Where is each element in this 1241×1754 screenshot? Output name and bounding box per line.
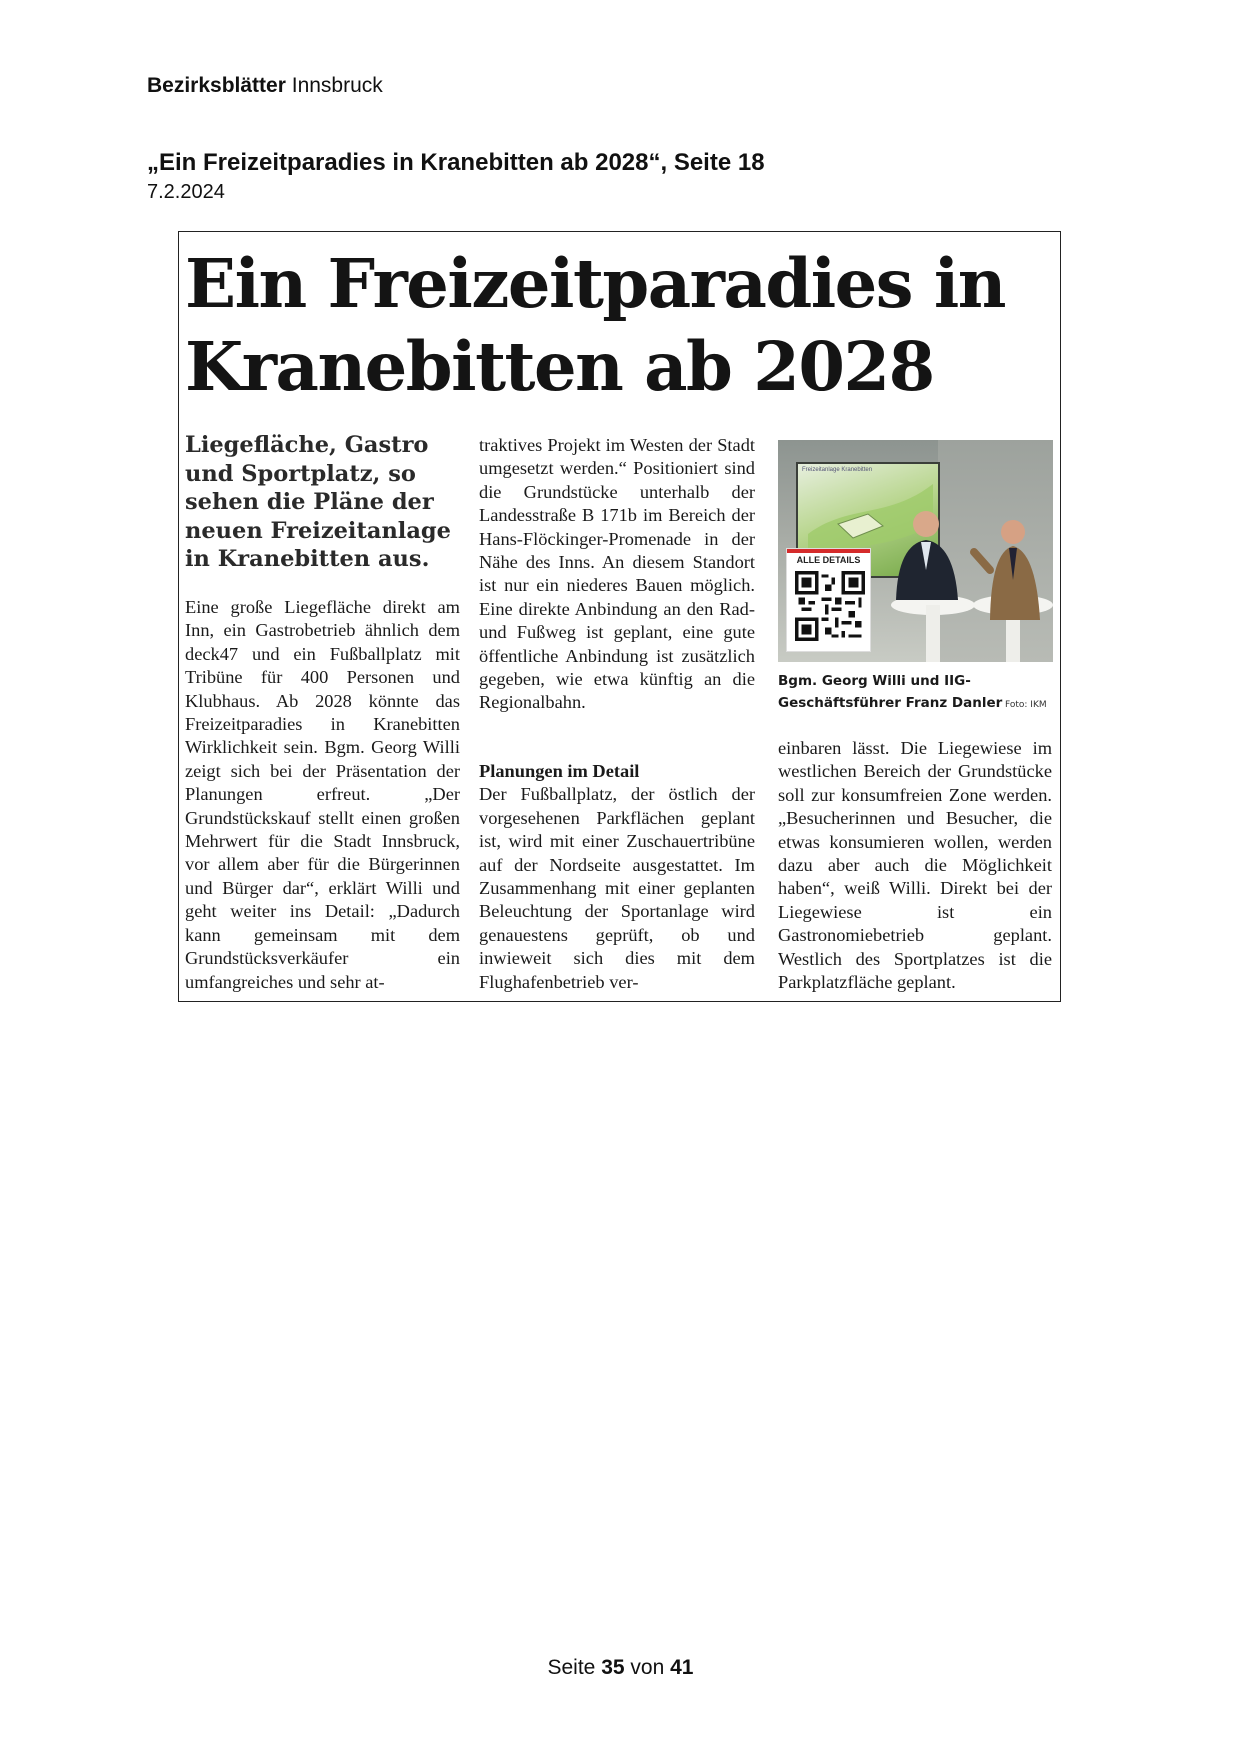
page-footer: [0, 1656, 1241, 1680]
source-line: [147, 74, 383, 98]
article-column-2-body: Der Fußballplatz, der östlich der vorgesehenen Parkflächen geplant ist, wird mit einer Zuschauertribüne auf der Nordseite ausgestattet. Im Zusammenhang mit einer geplanten Beleuchtung der Sportanlage wird genauestens geprüft, ob und inwieweit sich dies mit dem Flughafenbetrieb ver-: [479, 784, 755, 992]
article-column-1: Eine große Liegefläche direkt am Inn, ein Gastrobetrieb ähnlich dem deck47 und ein Fußballplatz mit Tribüne für 400 Personen und Klubhaus. Ab 2028 könnte das Freizeitparadies in Kranebitten Wirklichkeit sein. Bgm. Georg Willi zeigt sich bei der Präsentation der Planungen erfreut. „Der Grundstückskauf stellt einen großen Mehrwert für die Stadt Innsbruck, vor allem aber für die Bürgerinnen und Bürger dar“, erklärt Willi und geht weiter ins Detail: „Dadurch kann gemeinsam mit dem Grundstücksverkäufer ein umfangreiches und sehr at-: [185, 597, 460, 992]
newspaper-clipping: [178, 231, 1061, 1002]
footer-middle: von: [630, 1656, 665, 1679]
footer-page-number: 35: [601, 1656, 625, 1679]
photo-credit: Foto: IKM: [1005, 700, 1047, 710]
article-subhead: Planungen im Detail: [479, 761, 640, 781]
headline-line-2: Kranebitten ab 2028: [185, 327, 934, 406]
article-column-2-section: [479, 760, 755, 994]
clip-title: „Ein Freizeitparadies in Kranebitten ab 2028“, Seite 18: [147, 149, 765, 176]
headline-line-1: Ein Freizeitparadies in: [185, 244, 1006, 323]
footer-prefix: Seite: [547, 1656, 596, 1679]
source-name: Bezirksblätter: [147, 74, 286, 97]
qr-code-box[interactable]: [786, 548, 871, 652]
article-column-3: einbaren lässt. Die Liegewiese im westlichen Bereich der Grundstücke soll zur konsumfreien Zone werden. „Besucherinnen und Besucher, die etwas konsumieren wollen, werden dazu aber auch die Möglichkeit haben“, weiß Willi. Direkt bei der Liegewiese ist ein Gastronomiebetrieb geplant. Westlich des Sportplatzes ist die Parkplatzfläche geplant.: [778, 738, 1052, 993]
photo-caption: Bgm. Georg Willi und IIG-Geschäftsführer Franz Danler: [778, 673, 1003, 711]
qr-label: ALLE DETAILS: [787, 549, 870, 567]
article-photo: [778, 440, 1053, 662]
screen-title: Freizeitanlage Kranebitten: [802, 467, 873, 473]
footer-page-total: 41: [670, 1656, 694, 1679]
article-column-2: traktives Projekt im Westen der Stadt umgesetzt werden.“ Positioniert sind die Grundstücke unterhalb der Landesstraße B 171b im Bereich der Hans-Flöckinger-Promenade in der Nähe des Inns. An diesem Standort ist nur ein niederes Bauen möglich. Eine direkte Anbindung an den Rad- und Fußweg ist geplant, eine gute öffentliche Anbindung ist zusätzlich gegeben, wie etwa künftig an die Regionalbahn.: [479, 435, 755, 713]
clip-date: 7.2.2024: [147, 181, 225, 203]
qr-code-icon: [795, 571, 865, 641]
source-region: Innsbruck: [291, 74, 383, 97]
article-lead: Liegefläche, Gastro und Sportplatz, so sehen die Pläne der neuen Freizeitanlage in Kranebitten aus.: [185, 432, 451, 572]
article-headline: [185, 242, 1057, 408]
